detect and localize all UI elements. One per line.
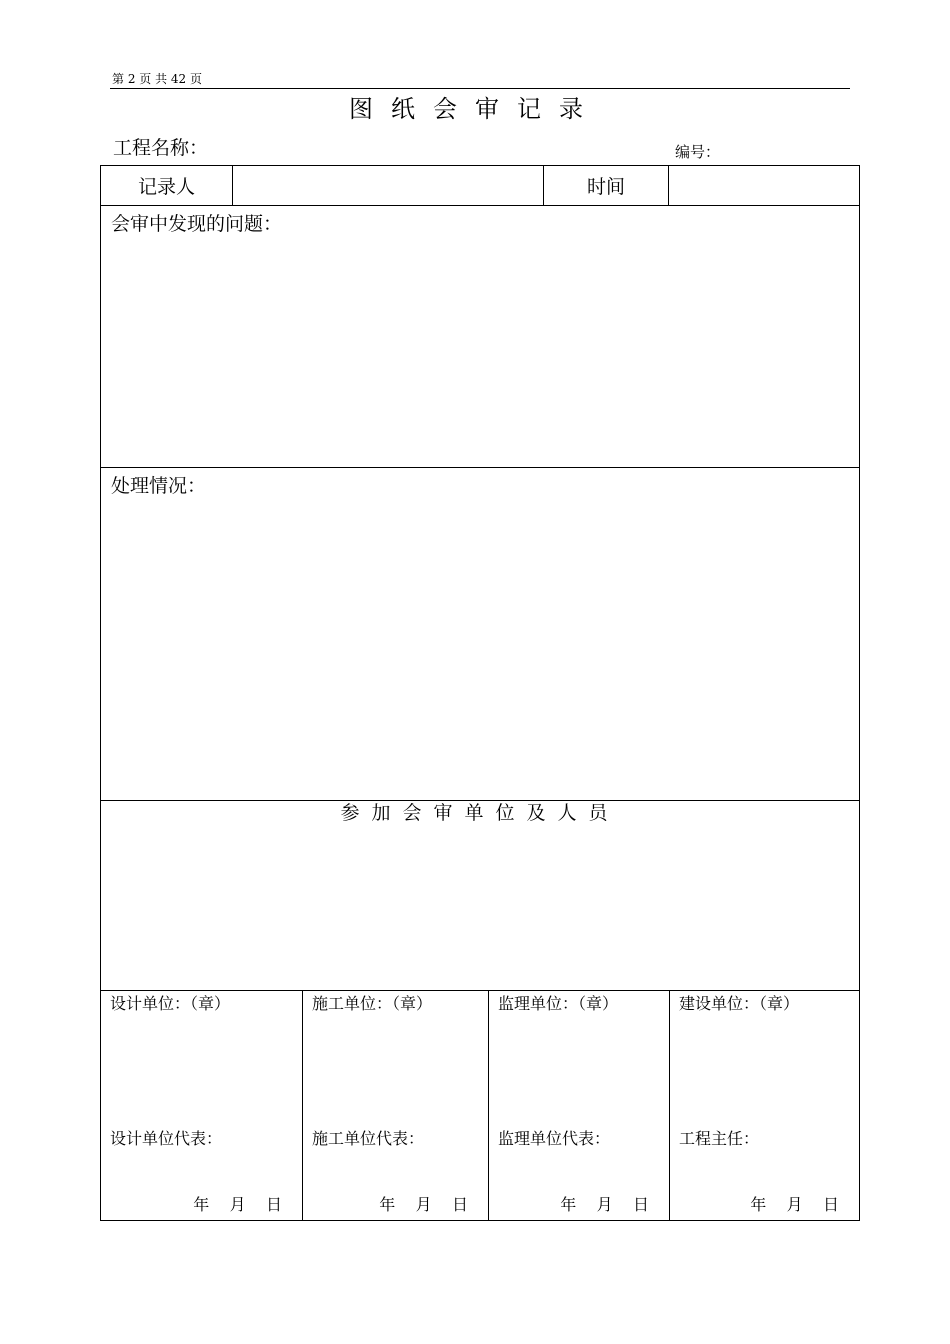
owner-unit-date: 年 月 日	[750, 1195, 839, 1214]
document-title: 图纸会审记录	[349, 95, 601, 123]
design-unit-cell[interactable]	[101, 991, 303, 1220]
participants-section[interactable]	[101, 801, 859, 991]
issues-section[interactable]	[101, 206, 859, 468]
page-header: 第 2 页 共 42 页	[112, 72, 202, 86]
project-name-label: 工程名称：	[113, 137, 209, 159]
owner-unit-rep-label: 工程主任：	[679, 1129, 760, 1148]
supervision-unit-seal-label: 监理单位：（章）	[498, 994, 619, 1013]
design-unit-seal-label: 设计单位：（章）	[110, 994, 231, 1013]
issues-label: 会审中发现的问题：	[111, 213, 283, 235]
handling-label: 处理情况：	[111, 475, 207, 497]
supervision-unit-rep-label: 监理单位代表：	[498, 1129, 611, 1148]
recorder-row	[101, 166, 859, 206]
units-row	[101, 991, 859, 1220]
design-unit-date: 年 月 日	[193, 1195, 282, 1214]
construction-unit-seal-label: 施工单位：（章）	[312, 994, 433, 1013]
owner-unit-seal-label: 建设单位：（章）	[679, 994, 800, 1013]
header-rule	[110, 88, 850, 89]
supervision-unit-cell[interactable]	[489, 991, 670, 1220]
participants-title: 参加会审单位及人员	[340, 802, 620, 824]
recorder-field[interactable]	[233, 166, 544, 205]
owner-unit-cell[interactable]	[670, 991, 859, 1220]
construction-unit-date: 年 月 日	[379, 1195, 468, 1214]
recorder-label: 记录人	[101, 166, 233, 205]
document-number-label: 编号：	[675, 143, 721, 161]
design-unit-rep-label: 设计单位代表：	[110, 1129, 223, 1148]
time-field[interactable]	[669, 166, 859, 205]
review-form-table	[100, 165, 860, 1221]
handling-section[interactable]	[101, 468, 859, 801]
supervision-unit-date: 年 月 日	[560, 1195, 649, 1214]
time-label: 时间	[544, 166, 669, 205]
construction-unit-rep-label: 施工单位代表：	[312, 1129, 425, 1148]
construction-unit-cell[interactable]	[303, 991, 489, 1220]
